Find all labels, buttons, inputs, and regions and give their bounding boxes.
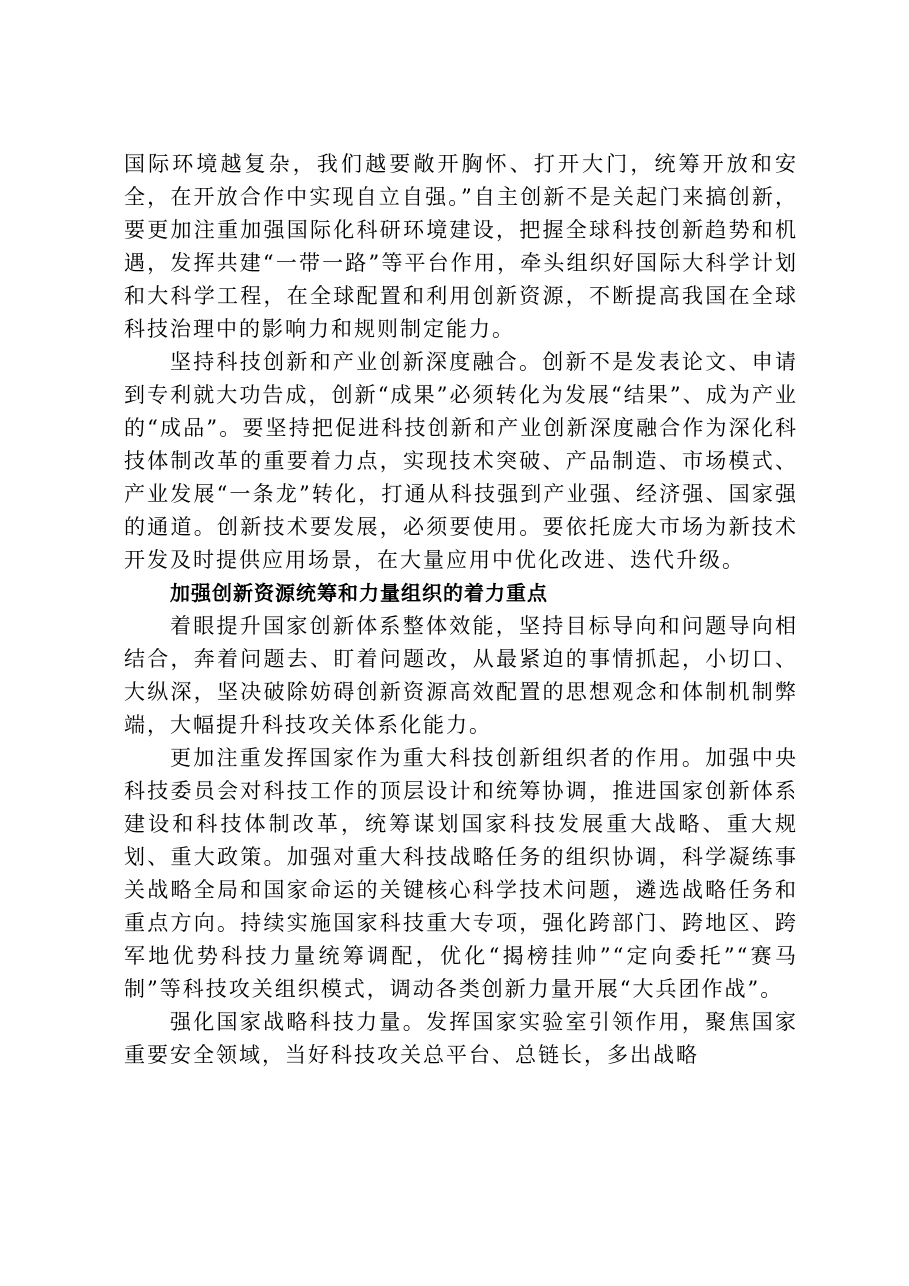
paragraph-open-cooperation: 国际环境越复杂，我们越要敞开胸怀、打开大门，统筹开放和安全，在开放合作中实现自立自强。”自主创新不是关起门来搞创新，要更加注重加强国际化科研环境建设，把握全球科技创新趋势和机遇，发挥共建“一带一路”等平台作用，牵头组织好国际大科学计划和大科学工程，在全球配置和利用创新资源，不断提高我国在全球科技治理中的影响力和规则制定能力。 — [124, 152, 798, 341]
section-heading: 加强创新资源统筹和力量组织的着力重点 — [170, 581, 548, 605]
paragraph-system-efficiency: 着眼提升国家创新体系整体效能，坚持目标导向和问题导向相结合，奔着问题去、盯着问题改，从最紧迫的事情抓起，小切口、大纵深，坚决破除妨碍创新资源高效配置的思想观念和体制机制弊端，大幅提升科技攻关体系化能力。 — [124, 614, 798, 737]
paragraph-national-organizer: 更加注重发挥国家作为重大科技创新组织者的作用。加强中央科技委员会对科技工作的顶层设计和统筹协调，推进国家创新体系建设和科技体制改革，统筹谋划国家科技发展重大战略、重大规划、重大政策。加强对重大科技战略任务的组织协调，科学凝练事关战略全局和国家命运的关键核心科学技术问题，遴选战略任务和重点方向。持续实施国家科技重大专项，强化跨部门、跨地区、跨军地优势科技力量统筹调配，优化“揭榜挂帅”“定向委托”“赛马制”等科技攻关组织模式，调动各类创新力量开展“大兵团作战”。 — [124, 746, 798, 1001]
document-page — [124, 148, 798, 1072]
paragraph-industry-integration: 坚持科技创新和产业创新深度融合。创新不是发表论文、申请到专利就大功告成，创新“成果”必须转化为发展“结果”、成为产业的“成品”。要坚持把促进科技创新和产业创新深度融合作为深化科技体制改革的重要着力点，实现技术突破、产品制造、市场模式、产业发展“一条龙”转化，打通从科技强到产业强、经济强、国家强的通道。创新技术要发展，必须要使用。要依托庞大市场为新技术开发及时提供应用场景，在大量应用中优化改进、迭代升级。 — [124, 350, 798, 572]
paragraph-strategic-forces: 强化国家战略科技力量。发挥国家实验室引领作用，聚焦国家重要安全领域，当好科技攻关总平台、总链长，多出战略 — [124, 1010, 798, 1067]
